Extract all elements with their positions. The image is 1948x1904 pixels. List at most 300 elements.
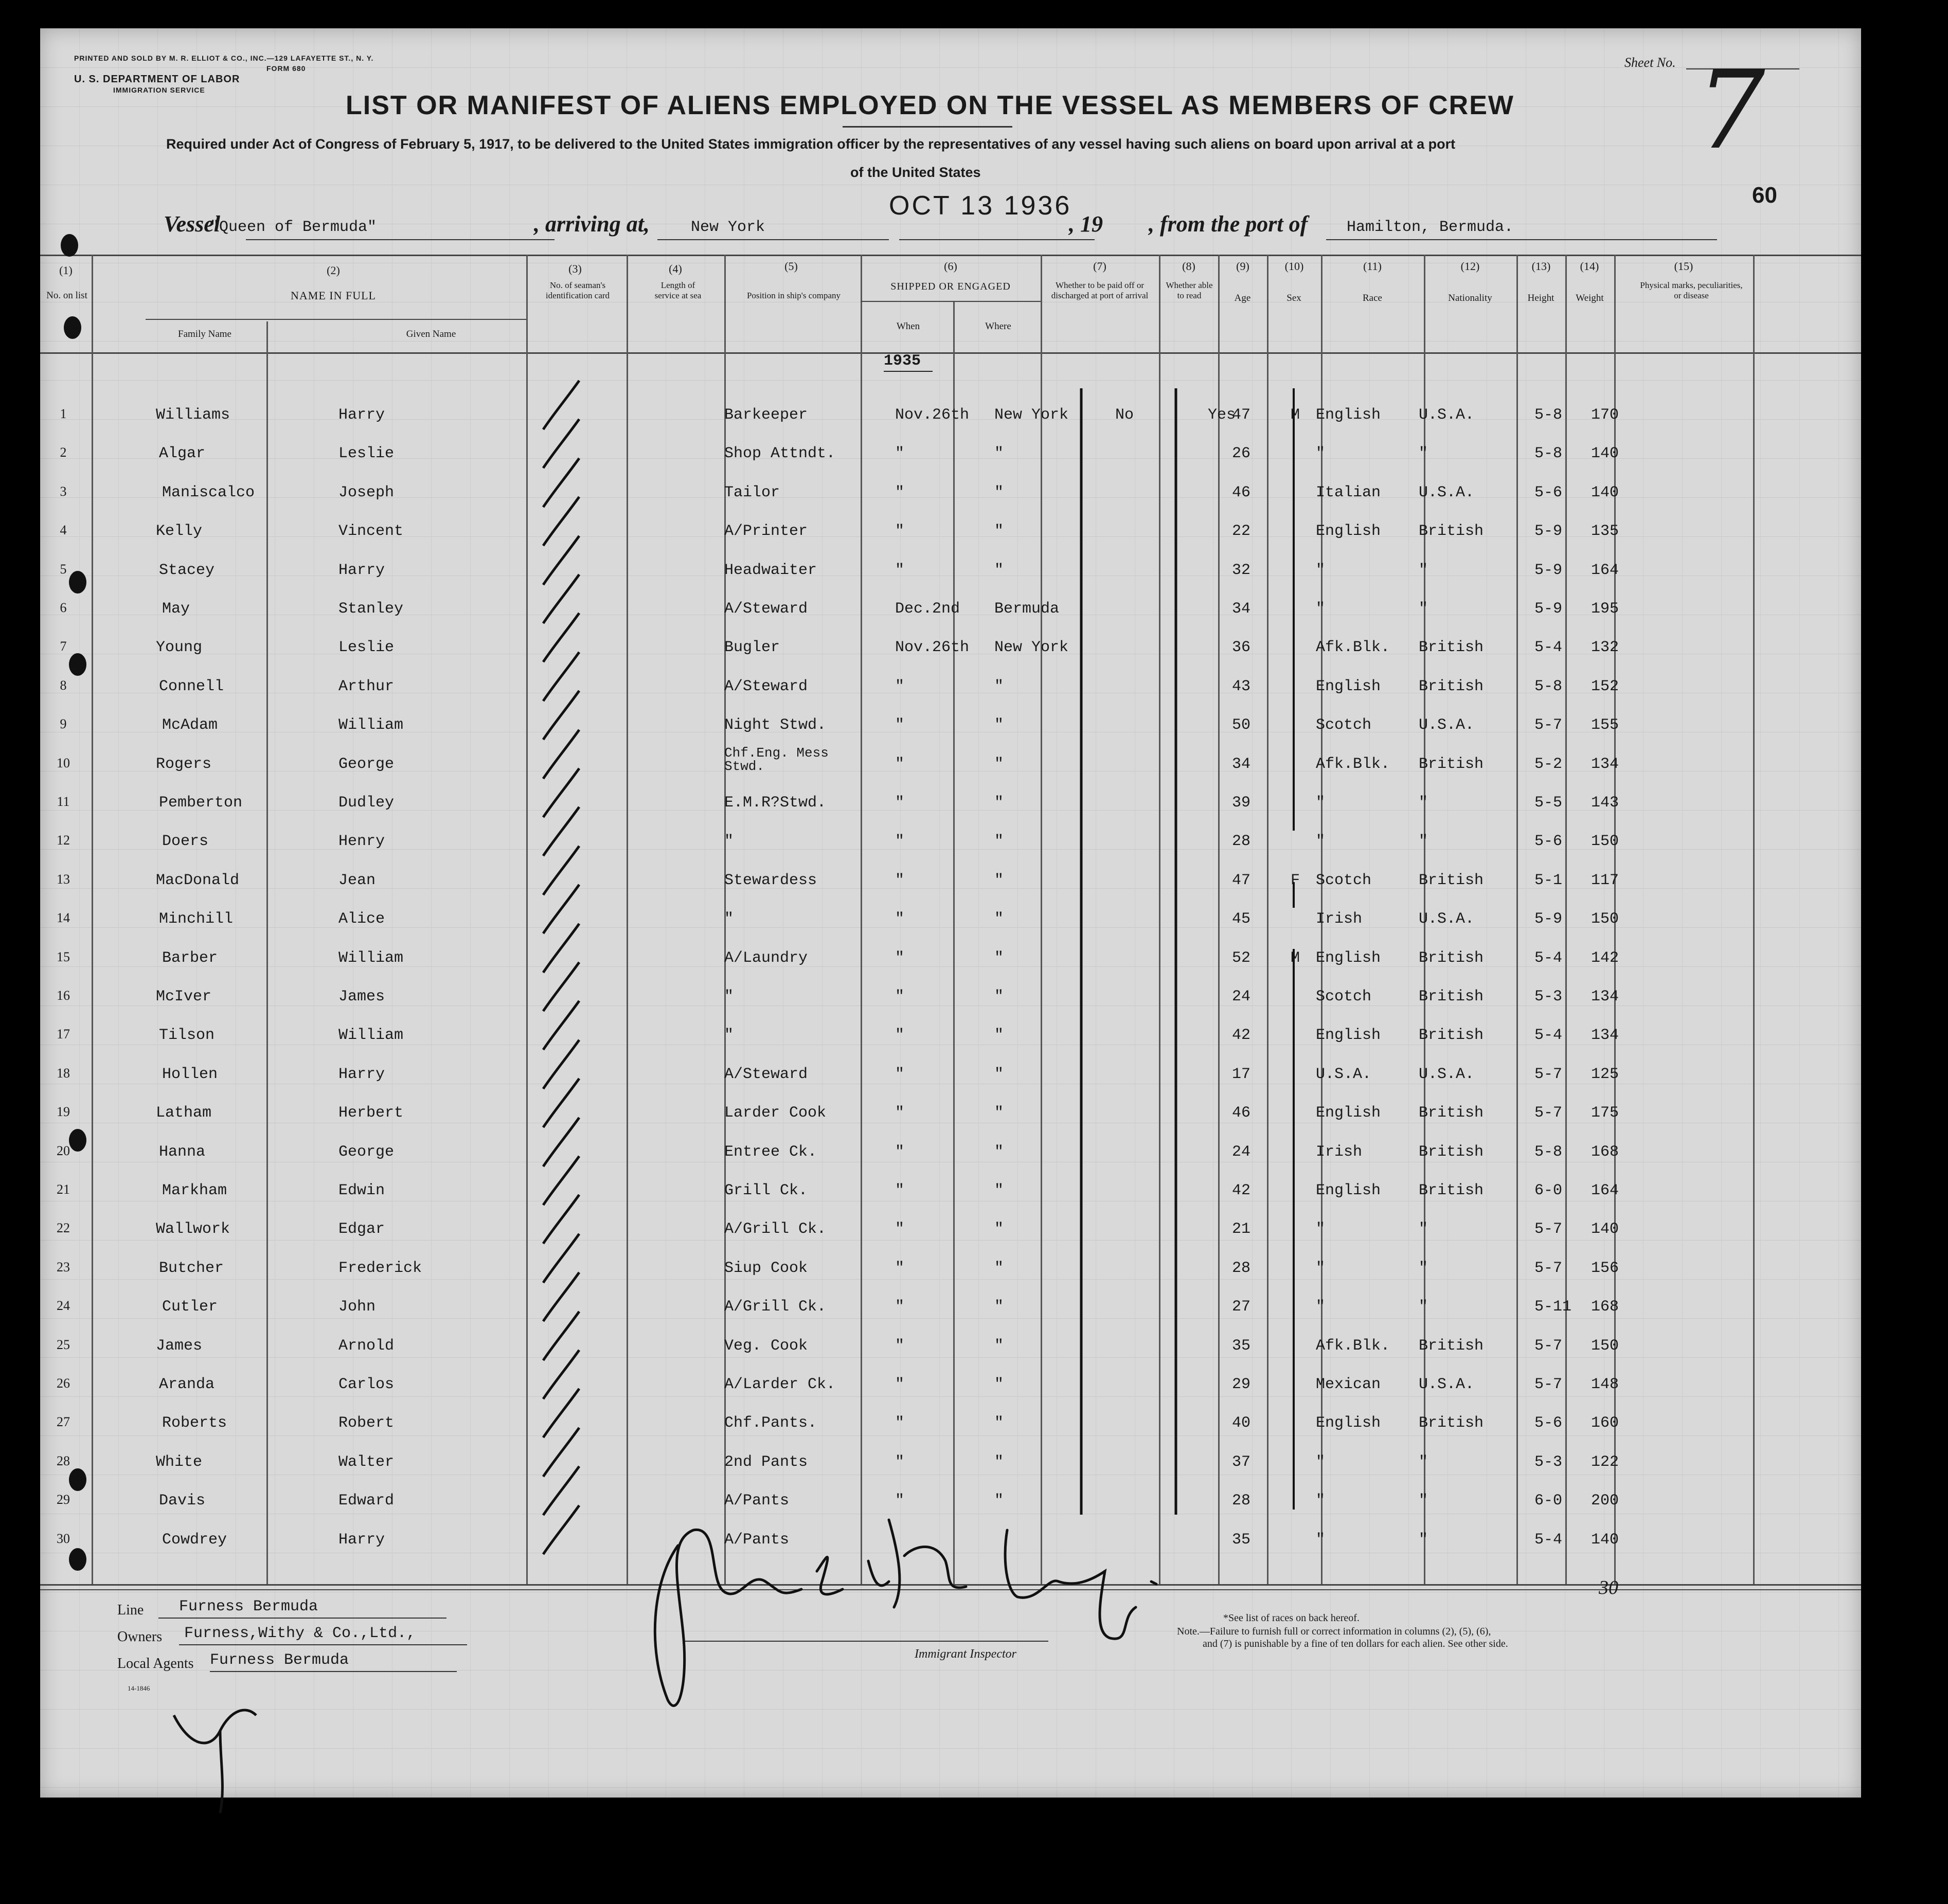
cell-no: 26 [57, 1376, 70, 1391]
sheet-label: Sheet No. [1624, 55, 1676, 70]
cell-no: 3 [60, 483, 67, 499]
cell-no: 8 [60, 677, 67, 693]
cell-nationality: U.S.A. [1419, 1065, 1475, 1083]
cell-weight: 156 [1591, 1259, 1619, 1277]
cell-nationality: " [1419, 794, 1428, 812]
cell-no: 21 [57, 1182, 70, 1197]
form-code-bottom: 14-1846 [128, 1684, 150, 1692]
cell-weight: 134 [1591, 755, 1619, 773]
cell-family: McAdam [162, 716, 218, 734]
cell-weight: 164 [1591, 561, 1619, 579]
owners-value: Furness,Withy & Co.,Ltd., [184, 1625, 416, 1642]
cell-weight: 170 [1591, 406, 1619, 424]
cell-age: 24 [1231, 988, 1250, 1005]
cell-weight: 150 [1591, 1337, 1619, 1355]
cell-when: " [895, 1492, 905, 1510]
cell-race: " [1316, 1220, 1326, 1238]
cell-nationality: " [1419, 445, 1428, 463]
cell-when: " [895, 1259, 905, 1277]
cell-where: " [994, 1337, 1004, 1355]
cell-no: 5 [60, 561, 67, 577]
cell-race: Scotch [1316, 871, 1372, 889]
cell-where: " [994, 1492, 1004, 1510]
cell-no: 14 [57, 910, 70, 926]
cell-age: 43 [1231, 677, 1250, 695]
binder-hole [69, 1468, 86, 1491]
binder-hole [69, 653, 86, 676]
cell-family: Stacey [159, 561, 215, 579]
cell-position: Chf.Eng. Mess Stwd. [724, 745, 829, 774]
cell-given: Jean [338, 871, 376, 889]
cell-given: Alice [338, 910, 385, 928]
cell-position: " [724, 833, 734, 851]
cell-family: Tilson [159, 1027, 215, 1045]
cell-given: William [338, 1027, 404, 1045]
arriving-label: , arriving at, [534, 211, 650, 237]
owners-underline [179, 1644, 467, 1645]
cell-no: 1 [60, 406, 67, 421]
cell-position: Shop Attndt. [724, 445, 836, 463]
col-number-7: (7) [1093, 260, 1106, 273]
header-height: Height [1527, 293, 1554, 303]
form-subtitle-2: of the United States [850, 165, 981, 180]
cell-when: " [895, 1337, 905, 1355]
cell-where: " [994, 1027, 1004, 1045]
cell-where: " [994, 1298, 1004, 1316]
cell-position: A/Steward [724, 600, 808, 618]
cell-when: " [895, 716, 905, 734]
cell-race: " [1316, 445, 1326, 463]
cell-height: 5-5 [1534, 794, 1563, 812]
cell-race: English [1316, 677, 1381, 695]
cell-nationality: British [1419, 988, 1484, 1005]
cell-given: Stanley [338, 600, 404, 618]
cell-where: " [994, 794, 1004, 812]
cell-no: 30 [57, 1531, 70, 1546]
cell-given: Harry [338, 406, 385, 424]
cell-weight: 122 [1591, 1453, 1619, 1471]
cell-weight: 152 [1591, 677, 1619, 695]
cell-when: " [895, 1143, 905, 1161]
inspector-label: Immigrant Inspector [915, 1647, 1016, 1661]
cell-when: " [895, 1376, 905, 1393]
cell-age: 22 [1231, 523, 1250, 541]
cell-position: Headwaiter [724, 561, 817, 579]
header-family-name: Family Name [178, 329, 231, 339]
col-number-1: (1) [59, 264, 73, 277]
col-number-3: (3) [568, 262, 582, 275]
cell-given: Herbert [338, 1104, 404, 1122]
cell-given: William [338, 949, 404, 967]
cell-weight: 168 [1591, 1298, 1619, 1316]
cell-nationality: British [1419, 639, 1484, 657]
header-given-name: Given Name [406, 329, 456, 339]
cell-race: Irish [1316, 1143, 1363, 1161]
cell-where: " [994, 561, 1004, 579]
cell-position: A/Laundry [724, 949, 808, 967]
cell-family: Cutler [162, 1298, 218, 1316]
cell-where: " [994, 988, 1004, 1005]
cell-nationality: " [1419, 1453, 1428, 1471]
cell-age: 28 [1231, 1492, 1250, 1510]
cell-no: 11 [57, 794, 70, 809]
cell-when: " [895, 833, 905, 851]
cell-height: 5-7 [1534, 1104, 1563, 1122]
cell-position: " [724, 1027, 734, 1045]
cell-age: 40 [1231, 1414, 1250, 1432]
cell-given: Harry [338, 1065, 385, 1083]
year-entry: 1935 [884, 352, 921, 370]
cell-height: 5-1 [1534, 871, 1563, 889]
cell-weight: 164 [1591, 1182, 1619, 1199]
cell-height: 6-0 [1534, 1492, 1563, 1510]
cell-weight: 134 [1591, 988, 1619, 1005]
cell-height: 5-6 [1534, 1414, 1563, 1432]
cell-family: Pemberton [159, 794, 243, 812]
cell-nationality: " [1419, 1259, 1428, 1277]
cell-no: 2 [60, 445, 67, 460]
header-where: Where [985, 321, 1011, 332]
cell-given: Edgar [338, 1220, 385, 1238]
cell-weight: 140 [1591, 1531, 1619, 1549]
header-able-read: Whether able to read [1166, 280, 1213, 300]
cell-no: 29 [57, 1492, 70, 1507]
date-stamp: OCT 13 1936 [889, 191, 1072, 221]
cell-where: " [994, 833, 1004, 851]
cell-weight: 150 [1591, 910, 1619, 928]
cell-family: Algar [159, 445, 206, 463]
cell-given: Henry [338, 833, 385, 851]
col-number-11: (11) [1363, 260, 1382, 273]
cell-nationality: British [1419, 677, 1484, 695]
cell-race: English [1316, 1182, 1381, 1199]
cell-where: " [994, 445, 1004, 463]
cell-family: Cowdrey [162, 1531, 227, 1549]
agents-value: Furness Bermuda [210, 1651, 349, 1669]
cell-height: 5-7 [1534, 1065, 1563, 1083]
cell-age: 35 [1231, 1531, 1250, 1549]
col-number-5: (5) [784, 260, 798, 273]
col-number-8: (8) [1182, 260, 1195, 273]
stamp-number: 60 [1752, 183, 1777, 208]
cell-position: A/Pants [724, 1531, 790, 1549]
cell-race: " [1316, 1259, 1326, 1277]
cell-where: " [994, 1453, 1004, 1471]
header-sex: Sex [1286, 293, 1301, 303]
binder-hole [61, 234, 78, 257]
cell-where: " [994, 910, 1004, 928]
header-length-service: Length of service at sea [654, 280, 702, 300]
manifest-sheet [40, 28, 1861, 1798]
cell-nationality: U.S.A. [1419, 716, 1475, 734]
cell-nationality: " [1419, 600, 1428, 618]
cell-nationality: " [1419, 1298, 1428, 1316]
cell-nationality: U.S.A. [1419, 483, 1475, 501]
penalty-note-2: and (7) is punishable by a fine of ten dollars for each alien. See other side. [1203, 1638, 1508, 1649]
col-number-15: (15) [1674, 260, 1693, 273]
cell-height: 5-3 [1534, 1453, 1563, 1471]
cell-race: Scotch [1316, 716, 1372, 734]
header-position: Position in ship's company [746, 291, 841, 300]
header-when: When [896, 321, 920, 332]
cell-position: Night Stwd. [724, 716, 827, 734]
cell-when: " [895, 1414, 905, 1432]
cell-paid: No [1115, 406, 1134, 424]
cell-no: 10 [57, 755, 70, 770]
cell-when: Dec.2nd [895, 600, 960, 618]
cell-height: 5-7 [1534, 1220, 1563, 1238]
cell-position: Siup Cook [724, 1259, 808, 1277]
cell-no: 27 [57, 1414, 70, 1430]
cell-nationality: British [1419, 755, 1484, 773]
cell-age: 17 [1231, 1065, 1250, 1083]
col-number-10: (10) [1284, 260, 1304, 273]
cell-where: " [994, 871, 1004, 889]
year-prefix: , 19 [1069, 211, 1103, 237]
cell-nationality: U.S.A. [1419, 910, 1475, 928]
department: U. S. DEPARTMENT OF LABOR [74, 74, 240, 85]
cell-height: 5-7 [1534, 1259, 1563, 1277]
cell-weight: 168 [1591, 1143, 1619, 1161]
cell-age: 42 [1231, 1027, 1250, 1045]
cell-where: " [994, 1376, 1004, 1393]
cell-position: Tailor [724, 483, 780, 501]
cell-where: New York [994, 406, 1069, 424]
cell-weight: 134 [1591, 1027, 1619, 1045]
cell-race: English [1316, 1104, 1381, 1122]
cell-family: James [156, 1337, 203, 1355]
cell-family: Doers [162, 833, 209, 851]
penalty-note-1: Note.—Failure to furnish full or correct information in columns (2), (5), (6), [1177, 1626, 1491, 1637]
cell-height: 5-8 [1534, 1143, 1563, 1161]
binder-hole [69, 1129, 86, 1152]
cell-race: Afk.Blk. [1316, 1337, 1390, 1355]
owners-label: Owners [117, 1629, 163, 1645]
cell-family: Young [156, 639, 203, 657]
cell-no: 18 [57, 1065, 70, 1081]
cell-where: " [994, 949, 1004, 967]
header-id-card: No. of seaman's identification card [545, 280, 610, 300]
cell-age: 47 [1231, 406, 1250, 424]
cell-when: " [895, 1065, 905, 1083]
cell-when: Nov.26th [895, 639, 970, 657]
cell-age: 27 [1231, 1298, 1250, 1316]
binder-hole [64, 316, 81, 339]
cell-position: Veg. Cook [724, 1337, 808, 1355]
header-no-on-list: No. on list [46, 290, 87, 301]
cell-read: Yes [1208, 406, 1236, 424]
cell-height: 5-4 [1534, 949, 1563, 967]
cell-when: " [895, 1182, 905, 1199]
cell-family: Minchill [159, 910, 234, 928]
cell-family: Roberts [162, 1414, 227, 1432]
binder-hole [69, 571, 86, 594]
arriving-port: New York [691, 219, 765, 236]
cell-race: English [1316, 523, 1381, 541]
cell-when: " [895, 1027, 905, 1045]
cell-race: " [1316, 1531, 1326, 1549]
cell-given: Carlos [338, 1376, 395, 1393]
cell-position: A/Steward [724, 1065, 808, 1083]
cell-age: 36 [1231, 639, 1250, 657]
col-number-4: (4) [669, 262, 682, 275]
col-number-2: (2) [327, 264, 340, 277]
cell-no: 9 [60, 716, 67, 732]
cell-when: " [895, 1220, 905, 1238]
cell-given: John [338, 1298, 376, 1316]
cell-nationality: British [1419, 1337, 1484, 1355]
cell-age: 46 [1231, 483, 1250, 501]
cell-nationality: " [1419, 1220, 1428, 1238]
cell-height: 5-9 [1534, 523, 1563, 541]
cell-where: " [994, 755, 1004, 773]
cell-nationality: British [1419, 1143, 1484, 1161]
cell-nationality: British [1419, 1027, 1484, 1045]
cell-nationality: British [1419, 1414, 1484, 1432]
cell-when: Nov.26th [895, 406, 970, 424]
header-weight: Weight [1576, 293, 1604, 303]
cell-weight: 150 [1591, 833, 1619, 851]
cell-where: " [994, 1259, 1004, 1277]
cell-position: A/Larder Ck. [724, 1376, 836, 1393]
header-paid-off: Whether to be paid off or discharged at port of arrival [1051, 280, 1149, 300]
cell-race: " [1316, 561, 1326, 579]
cell-age: 32 [1231, 561, 1250, 579]
cell-no: 12 [57, 833, 70, 848]
cell-no: 7 [60, 639, 67, 654]
cell-weight: 132 [1591, 639, 1619, 657]
cell-nationality: British [1419, 1104, 1484, 1122]
cell-given: Leslie [338, 639, 395, 657]
cell-family: Hanna [159, 1143, 206, 1161]
header-name-in-full: NAME IN FULL [291, 289, 376, 302]
cell-race: Afk.Blk. [1316, 755, 1390, 773]
cell-nationality: British [1419, 949, 1484, 967]
cell-family: Markham [162, 1182, 227, 1199]
cell-when: " [895, 794, 905, 812]
cell-nationality: British [1419, 1182, 1484, 1199]
cell-when: " [895, 910, 905, 928]
cell-given: Robert [338, 1414, 395, 1432]
cell-race: " [1316, 600, 1326, 618]
cell-given: Harry [338, 561, 385, 579]
cell-age: 45 [1231, 910, 1250, 928]
cell-where: " [994, 1220, 1004, 1238]
cell-given: Arthur [338, 677, 395, 695]
cell-family: Barber [162, 949, 218, 967]
cell-age: 47 [1231, 871, 1250, 889]
cell-position: Barkeeper [724, 406, 808, 424]
cell-when: " [895, 871, 905, 889]
cell-no: 15 [57, 949, 70, 964]
cell-given: Walter [338, 1453, 395, 1471]
form-number: FORM 680 [266, 64, 306, 73]
cell-height: 5-7 [1534, 716, 1563, 734]
vessel-name: "Queen of Bermuda" [210, 219, 377, 236]
cell-when: " [895, 1298, 905, 1316]
cell-position: A/Grill Ck. [724, 1220, 827, 1238]
cell-race: " [1316, 1492, 1326, 1510]
cell-nationality: " [1419, 1492, 1428, 1510]
cell-no: 22 [57, 1220, 70, 1236]
cell-where: " [994, 1104, 1004, 1122]
cell-family: MacDonald [156, 871, 240, 889]
cell-family: Maniscalco [162, 483, 255, 501]
cell-weight: 175 [1591, 1104, 1619, 1122]
line-underline [158, 1618, 446, 1619]
cell-when: " [895, 1453, 905, 1471]
cell-family: White [156, 1453, 203, 1471]
cell-nationality: British [1419, 523, 1484, 541]
cell-age: 26 [1231, 445, 1250, 463]
cell-height: 5-9 [1534, 910, 1563, 928]
cell-weight: 135 [1591, 523, 1619, 541]
cell-position: Stewardess [724, 871, 817, 889]
handwritten-count: 30 [1599, 1577, 1618, 1598]
cell-family: Williams [156, 406, 230, 424]
cell-family: McIver [156, 988, 212, 1005]
cell-no: 17 [57, 1027, 70, 1042]
cell-nationality: British [1419, 871, 1484, 889]
cell-position: A/Steward [724, 677, 808, 695]
cell-no: 16 [57, 988, 70, 1003]
cell-when: " [895, 561, 905, 579]
cell-position: Grill Ck. [724, 1182, 808, 1199]
cell-age: 28 [1231, 1259, 1250, 1277]
cell-age: 37 [1231, 1453, 1250, 1471]
cell-given: Leslie [338, 445, 395, 463]
cell-weight: 140 [1591, 445, 1619, 463]
cell-height: 5-6 [1534, 483, 1563, 501]
cell-weight: 195 [1591, 600, 1619, 618]
cell-weight: 160 [1591, 1414, 1619, 1432]
col-number-9: (9) [1236, 260, 1249, 273]
cell-no: 25 [57, 1337, 70, 1352]
cell-given: Dudley [338, 794, 395, 812]
cell-position: Larder Cook [724, 1104, 827, 1122]
printer-line: PRINTED AND SOLD BY M. R. ELLIOT & CO., INC.—129 LAFAYETTE ST., N. Y. [74, 54, 374, 62]
cell-height: 5-4 [1534, 1531, 1563, 1549]
cell-nationality: U.S.A. [1419, 406, 1475, 424]
cell-position: Entree Ck. [724, 1143, 817, 1161]
cell-race: U.S.A. [1316, 1065, 1372, 1083]
cell-no: 28 [57, 1453, 70, 1468]
agents-label: Local Agents [117, 1656, 194, 1672]
cell-where: " [994, 1065, 1004, 1083]
cell-weight: 140 [1591, 1220, 1619, 1238]
agents-underline [210, 1671, 457, 1672]
cell-weight: 143 [1591, 794, 1619, 812]
cell-height: 5-4 [1534, 639, 1563, 657]
cell-no: 19 [57, 1104, 70, 1120]
cell-weight: 117 [1591, 871, 1619, 889]
cell-when: " [895, 1104, 905, 1122]
cell-no: 6 [60, 600, 67, 615]
cell-height: 5-11 [1534, 1298, 1572, 1316]
col-number-14: (14) [1580, 260, 1599, 273]
cell-height: 5-2 [1534, 755, 1563, 773]
cell-position: E.M.R?Stwd. [724, 794, 827, 812]
cell-sex: M [1290, 949, 1300, 967]
cell-where: " [994, 1143, 1004, 1161]
cell-age: 52 [1231, 949, 1250, 967]
form-subtitle-1: Required under Act of Congress of February 5, 1917, to be delivered to the United States immigration officer by the representatives of any vessel having such aliens on board upon arrival at a port [166, 136, 1456, 152]
cell-nationality: U.S.A. [1419, 1376, 1475, 1393]
col-number-6: (6) [944, 260, 957, 273]
cell-family: Rogers [156, 755, 212, 773]
cell-family: Davis [159, 1492, 206, 1510]
cell-age: 21 [1231, 1220, 1250, 1238]
